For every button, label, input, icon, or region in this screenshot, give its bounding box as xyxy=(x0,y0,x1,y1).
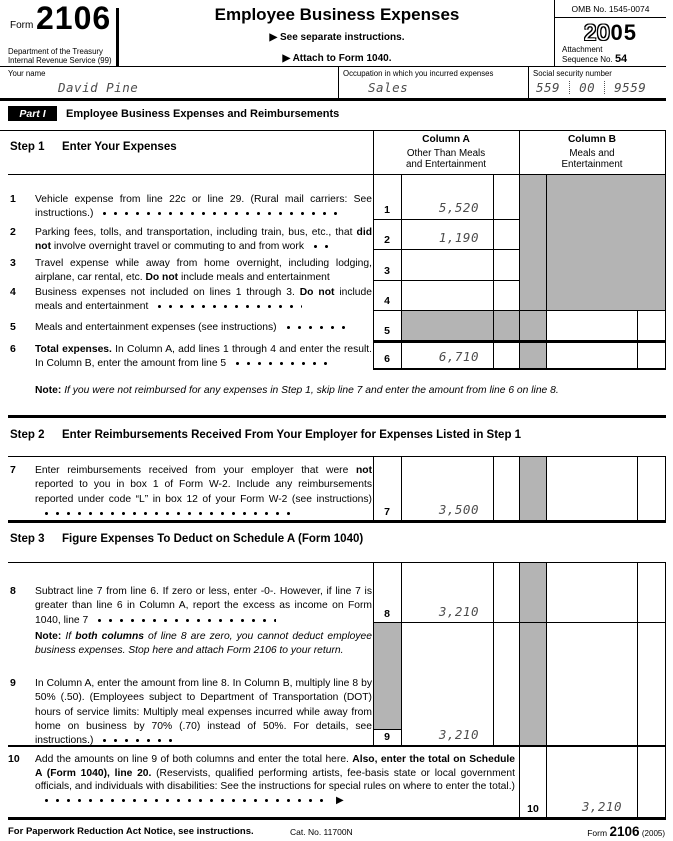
omb-box-line xyxy=(554,17,666,18)
grid-hline xyxy=(373,368,666,370)
ssn-part-1: 559 xyxy=(536,80,561,95)
step3-label: Step 3 xyxy=(10,533,45,545)
ssn-separator xyxy=(604,81,605,94)
step3-heading: Figure Expenses To Deduct on Schedule A (Form 1040) xyxy=(62,533,364,545)
line3-no: 3 xyxy=(10,257,16,269)
year-bold: 05 xyxy=(610,20,637,45)
line2-no: 2 xyxy=(10,226,16,238)
name-occupation-divider xyxy=(338,66,339,98)
shaded-strip xyxy=(519,457,546,520)
line7-number: 7 xyxy=(384,506,390,518)
column-a-title: Column A xyxy=(422,134,470,145)
your-name-label: Your name xyxy=(8,69,46,78)
step2-label: Step 2 xyxy=(10,429,45,441)
line4-no: 4 xyxy=(10,286,16,298)
shaded-cell-colB-lines1-4 xyxy=(519,175,665,310)
ssn-part-3: 9559 xyxy=(614,80,647,95)
line9-number: 9 xyxy=(384,731,390,743)
shaded-strip xyxy=(519,563,546,745)
form-title: Employee Business Expenses xyxy=(214,5,460,24)
line-item-7 xyxy=(8,464,372,521)
dotted-leader xyxy=(41,798,331,803)
column-a-header xyxy=(373,134,519,171)
name-row-top-line xyxy=(0,66,666,67)
note-label: Note: xyxy=(35,631,62,642)
line7-no: 7 xyxy=(10,464,16,476)
attachment-block xyxy=(562,45,627,64)
grid-vline xyxy=(519,130,520,174)
grid-vline xyxy=(665,562,666,745)
shaded-number-column xyxy=(373,623,401,729)
dotted-leader xyxy=(232,361,330,366)
grid-vline xyxy=(637,456,638,520)
line8-no: 8 xyxy=(10,585,16,597)
tax-year xyxy=(555,20,666,46)
grid-vline xyxy=(637,562,638,745)
footer-notice: For Paperwork Reduction Act Notice, see instructions. xyxy=(8,826,254,837)
line-item-6 xyxy=(8,343,372,372)
line6-colA-amount-field[interactable]: 6,710 xyxy=(438,349,479,364)
line5-no: 5 xyxy=(10,321,16,333)
grid-vline xyxy=(519,562,520,745)
line-item-9 xyxy=(8,677,372,748)
step1-note xyxy=(35,384,660,398)
line6-number: 6 xyxy=(384,353,390,365)
line10-number: 10 xyxy=(527,803,539,815)
ssn-label: Social security number xyxy=(533,69,612,78)
line-item-8 xyxy=(8,585,372,628)
line5-text: Meals and entertainment expenses (see instructions) xyxy=(35,321,372,335)
part1-rule xyxy=(0,130,666,131)
dotted-leader xyxy=(99,211,337,216)
footer-year: (2005) xyxy=(641,829,665,838)
line10-total-field[interactable]: 3,210 xyxy=(581,799,622,814)
arrow-icon: ▶ xyxy=(336,794,344,806)
column-b-header xyxy=(519,134,665,171)
grid-vline xyxy=(519,456,520,520)
line1-text: Vehicle expense from line 22c or line 29. (Rural mail carriers: See instructions.) xyxy=(35,194,372,220)
line8-text: Subtract line 7 from line 6. If zero or less, enter -0-. However, if line 7 is greater than line 6 in Column A, report the excess as income on Form 1040, line 7 xyxy=(35,586,372,626)
line5-number: 5 xyxy=(384,325,390,337)
line7-colA-amount-field[interactable]: 3,500 xyxy=(438,502,479,517)
omb-number: OMB No. 1545-0074 xyxy=(571,4,650,14)
step1-label: Step 1 xyxy=(10,141,45,153)
line-item-1 xyxy=(8,193,372,222)
header-divider xyxy=(116,8,119,66)
ssn-field[interactable] xyxy=(536,80,646,95)
line1-colA-amount-field[interactable]: 5,520 xyxy=(438,200,479,215)
occupation-label: Occupation in which you incurred expenses xyxy=(343,69,494,78)
step3-note xyxy=(35,630,372,659)
note-text: If both columns of line 8 are zero, you cannot deduct employee business expenses. Stop here and attach Form 2106 to your return. xyxy=(35,631,372,657)
line6-colB-amount-field[interactable] xyxy=(547,341,636,367)
form-word: Form xyxy=(10,20,34,31)
line-item-4 xyxy=(8,286,372,315)
grid-vline xyxy=(637,747,638,817)
dotted-leader xyxy=(310,244,330,249)
line-item-10 xyxy=(8,753,523,807)
line4-colA-amount-field[interactable] xyxy=(402,281,493,309)
sequence-label: Sequence No. xyxy=(562,54,613,64)
line3-text: Travel expense while away from home overnight, including lodging, airplane, car rental, etc. Do not include meals and entertainment xyxy=(35,258,372,284)
step2-heading: Enter Reimbursements Received From Your Employer for Expenses Listed in Step 1 xyxy=(62,429,522,441)
step1-heading: Enter Your Expenses xyxy=(62,141,177,153)
grid-vline xyxy=(373,130,374,174)
line2-text: Parking fees, tolls, and transportation, including train, bus, etc., that did not involve overnight travel or commuting to and from work xyxy=(35,227,372,253)
ssn-separator xyxy=(569,81,570,94)
sequence-number: 54 xyxy=(614,52,628,65)
line9-no: 9 xyxy=(10,677,16,689)
footer-form-number: 2106 xyxy=(609,824,640,839)
line3-number: 3 xyxy=(384,265,390,277)
line1-no: 1 xyxy=(10,193,16,205)
footer-form-id xyxy=(500,824,665,839)
line10-text: Add the amounts on line 9 of both columns and enter the total here. Also, enter the total on Schedule A (Form 1040), line 20. (Reservists, qualified performing artists, fee-basis state or local government officials, and individuals with disabilities: See the instructions for special rules on where to enter the total.)▶ xyxy=(35,754,515,806)
line8-colA-amount-field[interactable]: 3,210 xyxy=(438,604,479,619)
your-name-field[interactable]: David Pine xyxy=(58,80,139,95)
section-rule xyxy=(8,415,666,418)
form-number: 2106 xyxy=(36,0,112,36)
line3-colA-amount-field[interactable] xyxy=(402,250,493,279)
column-b-sub2: Entertainment xyxy=(561,159,623,170)
agency-line-1: Department of the Treasury xyxy=(8,47,103,56)
occupation-field[interactable]: Sales xyxy=(368,80,409,95)
footer-cat-no: Cat. No. 11700N xyxy=(290,827,353,837)
column-b-sub1: Meals and xyxy=(569,147,615,159)
bottom-rule xyxy=(8,817,666,820)
line9-colA-amount-field[interactable]: 3,210 xyxy=(438,727,479,742)
shaded-cell-line5-colA xyxy=(402,311,519,340)
ssn-part-2: 00 xyxy=(579,80,596,95)
line2-number: 2 xyxy=(384,234,390,246)
grid-vline xyxy=(665,130,666,174)
occupation-ssn-divider xyxy=(528,66,529,98)
line4-text: Business expenses not included on lines 1 through 3. Do not include meals and entertainment xyxy=(35,287,372,313)
part1-badge: Part I xyxy=(8,106,57,121)
dotted-leader xyxy=(99,738,179,743)
line7-text: Enter reimbursements received from your employer that were not reported to you in box 1 of Form W-2. Include any reimbursements reported under code “L” in box 12 of your Form W-2 (see instructions) xyxy=(35,464,372,521)
line-item-3 xyxy=(8,257,372,286)
column-a-sub2: and Entertainment xyxy=(405,159,487,170)
grid-vline xyxy=(493,456,494,520)
line8-colB-amount-field[interactable] xyxy=(547,563,636,622)
line1-number: 1 xyxy=(384,204,390,216)
see-instructions-line: ▶ See separate instructions. xyxy=(269,32,405,43)
agency-block xyxy=(8,47,112,65)
line6-no: 6 xyxy=(10,343,16,355)
grid-vline xyxy=(665,747,666,817)
year-outline: 20 xyxy=(584,20,611,45)
dotted-leader xyxy=(283,325,345,330)
line2-colA-amount-field[interactable]: 1,190 xyxy=(438,230,479,245)
agency-line-2: Internal Revenue Service (99) xyxy=(8,56,112,65)
line10-no: 10 xyxy=(8,753,20,765)
line5-colB-amount-field[interactable] xyxy=(547,311,636,339)
grid-vline xyxy=(493,562,494,745)
attachment-label: Attachment xyxy=(562,45,603,54)
line4-number: 4 xyxy=(384,295,390,307)
column-a-sub1: Other Than Meals xyxy=(406,147,486,159)
part1-heading: Employee Business Expenses and Reimbursements xyxy=(66,108,340,120)
line-item-5 xyxy=(8,321,372,335)
note-label: Note: xyxy=(35,385,62,396)
line6-text: Total expenses. In Column A, add lines 1 through 4 and enter the result. In Column B, enter the amount from line 5 xyxy=(35,344,373,370)
line8-number: 8 xyxy=(384,608,390,620)
attach-line: ▶ Attach to Form 1040. xyxy=(282,53,392,64)
line9-text: In Column A, enter the amount from line 8. In Column B, multiply line 8 by 50% (.50). (Employees subject to Department of Transportation (DOT) hours of service limits: Multiply meal expenses incurred while away from home on business by 70% (.70) instead of 50%. For details, see instructions.) xyxy=(35,678,372,747)
grid-vline xyxy=(665,456,666,520)
line7-colB-amount-field[interactable] xyxy=(547,457,636,520)
column-b-title: Column B xyxy=(567,134,617,145)
dotted-leader xyxy=(154,304,302,309)
line9-colB-amount-field[interactable] xyxy=(547,623,636,745)
dotted-leader xyxy=(41,511,291,516)
line-item-2 xyxy=(8,226,372,255)
note-text: If you were not reimbursed for any expenses in Step 1, skip line 7 and enter the amount from line 6 on line 8. xyxy=(64,385,559,396)
header-bottom-rule xyxy=(0,98,666,101)
footer-form-word: Form xyxy=(587,828,608,838)
dotted-leader xyxy=(94,618,276,623)
